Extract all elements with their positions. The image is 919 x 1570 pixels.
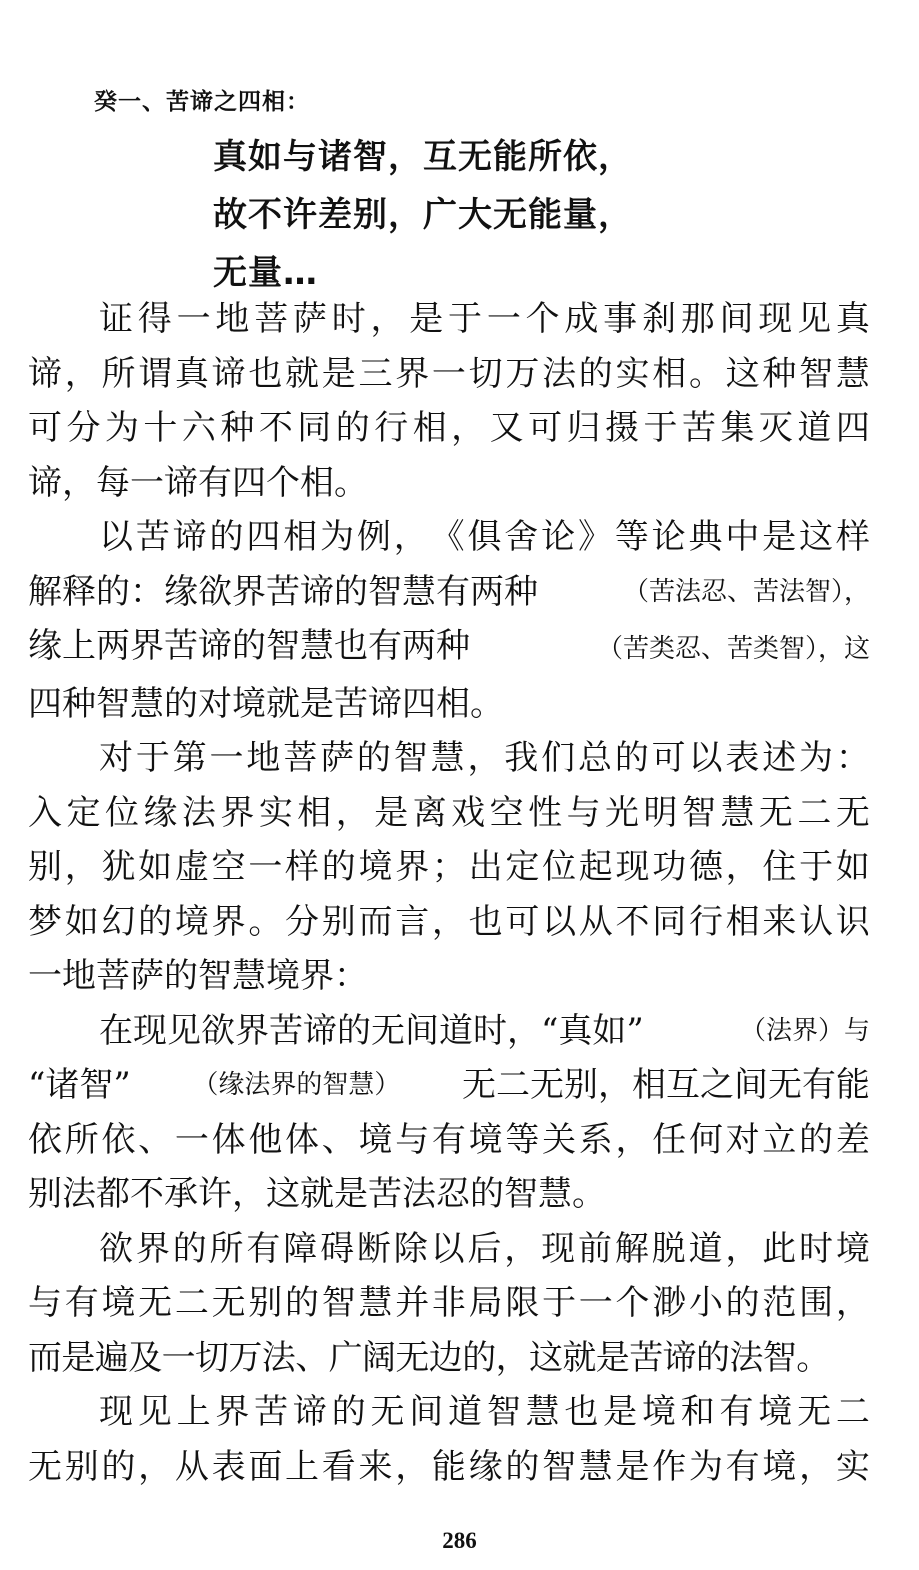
verse-block (213, 128, 633, 302)
text-line: 入 定 位 缘 法 界 实 相 ， 是 离 戏 空 性 与 光 明 智 慧 无 二 无 (28, 792, 870, 833)
annotation-text: （苦类忍、苦类智），这 (596, 634, 870, 664)
text-line: 依 所 依 、 一 体 他 体 、 境 与 有 境 等 关 系 ， 任 何 对 立 的 差 (28, 1119, 870, 1160)
annotation-text: （缘法界的智慧） (192, 1070, 401, 1100)
verse-line: 无量… (213, 253, 318, 293)
section-heading: 癸一、苦谛之四相： (94, 89, 310, 115)
text-line: 现 见 上 界 苦 谛 的 无 间 道 智 慧 也 是 境 和 有 境 无 二 (99, 1392, 870, 1432)
text-line: 一地菩萨的智慧境界： (28, 956, 368, 996)
text-line: 谛，每一谛有四个相。 (28, 462, 368, 503)
text-line (28, 565, 870, 620)
text-line: 别法都不承许，这就是苦法忍的智慧。 (28, 1174, 606, 1214)
text-line: 与 有 境 无 二 无 别 的 智 慧 并 非 局 限 于 一 个 渺 小 的 范 围 ， (28, 1283, 870, 1323)
text-line: 欲 界 的 所 有 障 碍 断 除 以 后 ， 现 前 解 脱 道 ， 此 时 境 (99, 1228, 870, 1269)
verse-line: 故不许差别，广大无能量， (213, 195, 633, 235)
text-line (28, 1058, 870, 1113)
text-segment: 在现见欲界苦谛的无间道时，“真如” (99, 1010, 644, 1051)
text-line: 而是遍及一切万法、广阔无边的，这就是苦谛的法智。 (28, 1337, 830, 1378)
page-number: 286 (442, 1528, 477, 1553)
annotation-text: （法界）与 (739, 1015, 870, 1046)
text-line: 以 苦 谛 的 四 相 为 例 ， 《 俱 舍 论 》 等 论 典 中 是 这 样 (99, 517, 870, 557)
text-line: 梦 如 幻 的 境 界 。 分 别 而 言 ， 也 可 以 从 不 同 行 相 来 认 识 (28, 901, 870, 942)
text-segment: 缘上两界苦谛的智慧也有两种 (28, 626, 470, 666)
text-line (28, 1004, 870, 1059)
text-segment: 无二无别，相互之间无有能 (462, 1065, 870, 1105)
text-line: 可 分 为 十 六 种 不 同 的 行 相 ， 又 可 归 摄 于 苦 集 灭 道 四 (28, 408, 870, 448)
text-segment: “诸智” (28, 1065, 131, 1105)
text-line (28, 619, 870, 677)
annotation-text: （苦法忍、苦法智）， (622, 576, 870, 607)
text-line: 四种智慧的对境就是苦谛四相。 (28, 683, 504, 724)
text-segment: 解释的：缘欲界苦谛的智慧有两种 (28, 571, 538, 612)
text-line: 无 别 的 ， 从 表 面 上 看 来 ， 能 缘 的 智 慧 是 作 为 有 境 ， 实 (28, 1446, 870, 1487)
verse-line: 真如与诸智，互无能所依， (213, 137, 633, 177)
text-line: 证 得 一 地 菩 萨 时 ， 是 于 一 个 成 事 刹 那 间 现 见 真 (99, 299, 870, 339)
text-line: 谛 ， 所 谓 真 谛 也 就 是 三 界 一 切 万 法 的 实 相 。 这 种 智 慧 (28, 353, 870, 394)
text-line: 别 ， 犹 如 虚 空 一 样 的 境 界 ； 出 定 位 起 现 功 德 ， 住 于 如 (28, 847, 870, 887)
text-line: 对 于 第 一 地 菩 萨 的 智 慧 ， 我 们 总 的 可 以 表 述 为 ： (99, 738, 870, 778)
body-text (28, 292, 870, 1494)
